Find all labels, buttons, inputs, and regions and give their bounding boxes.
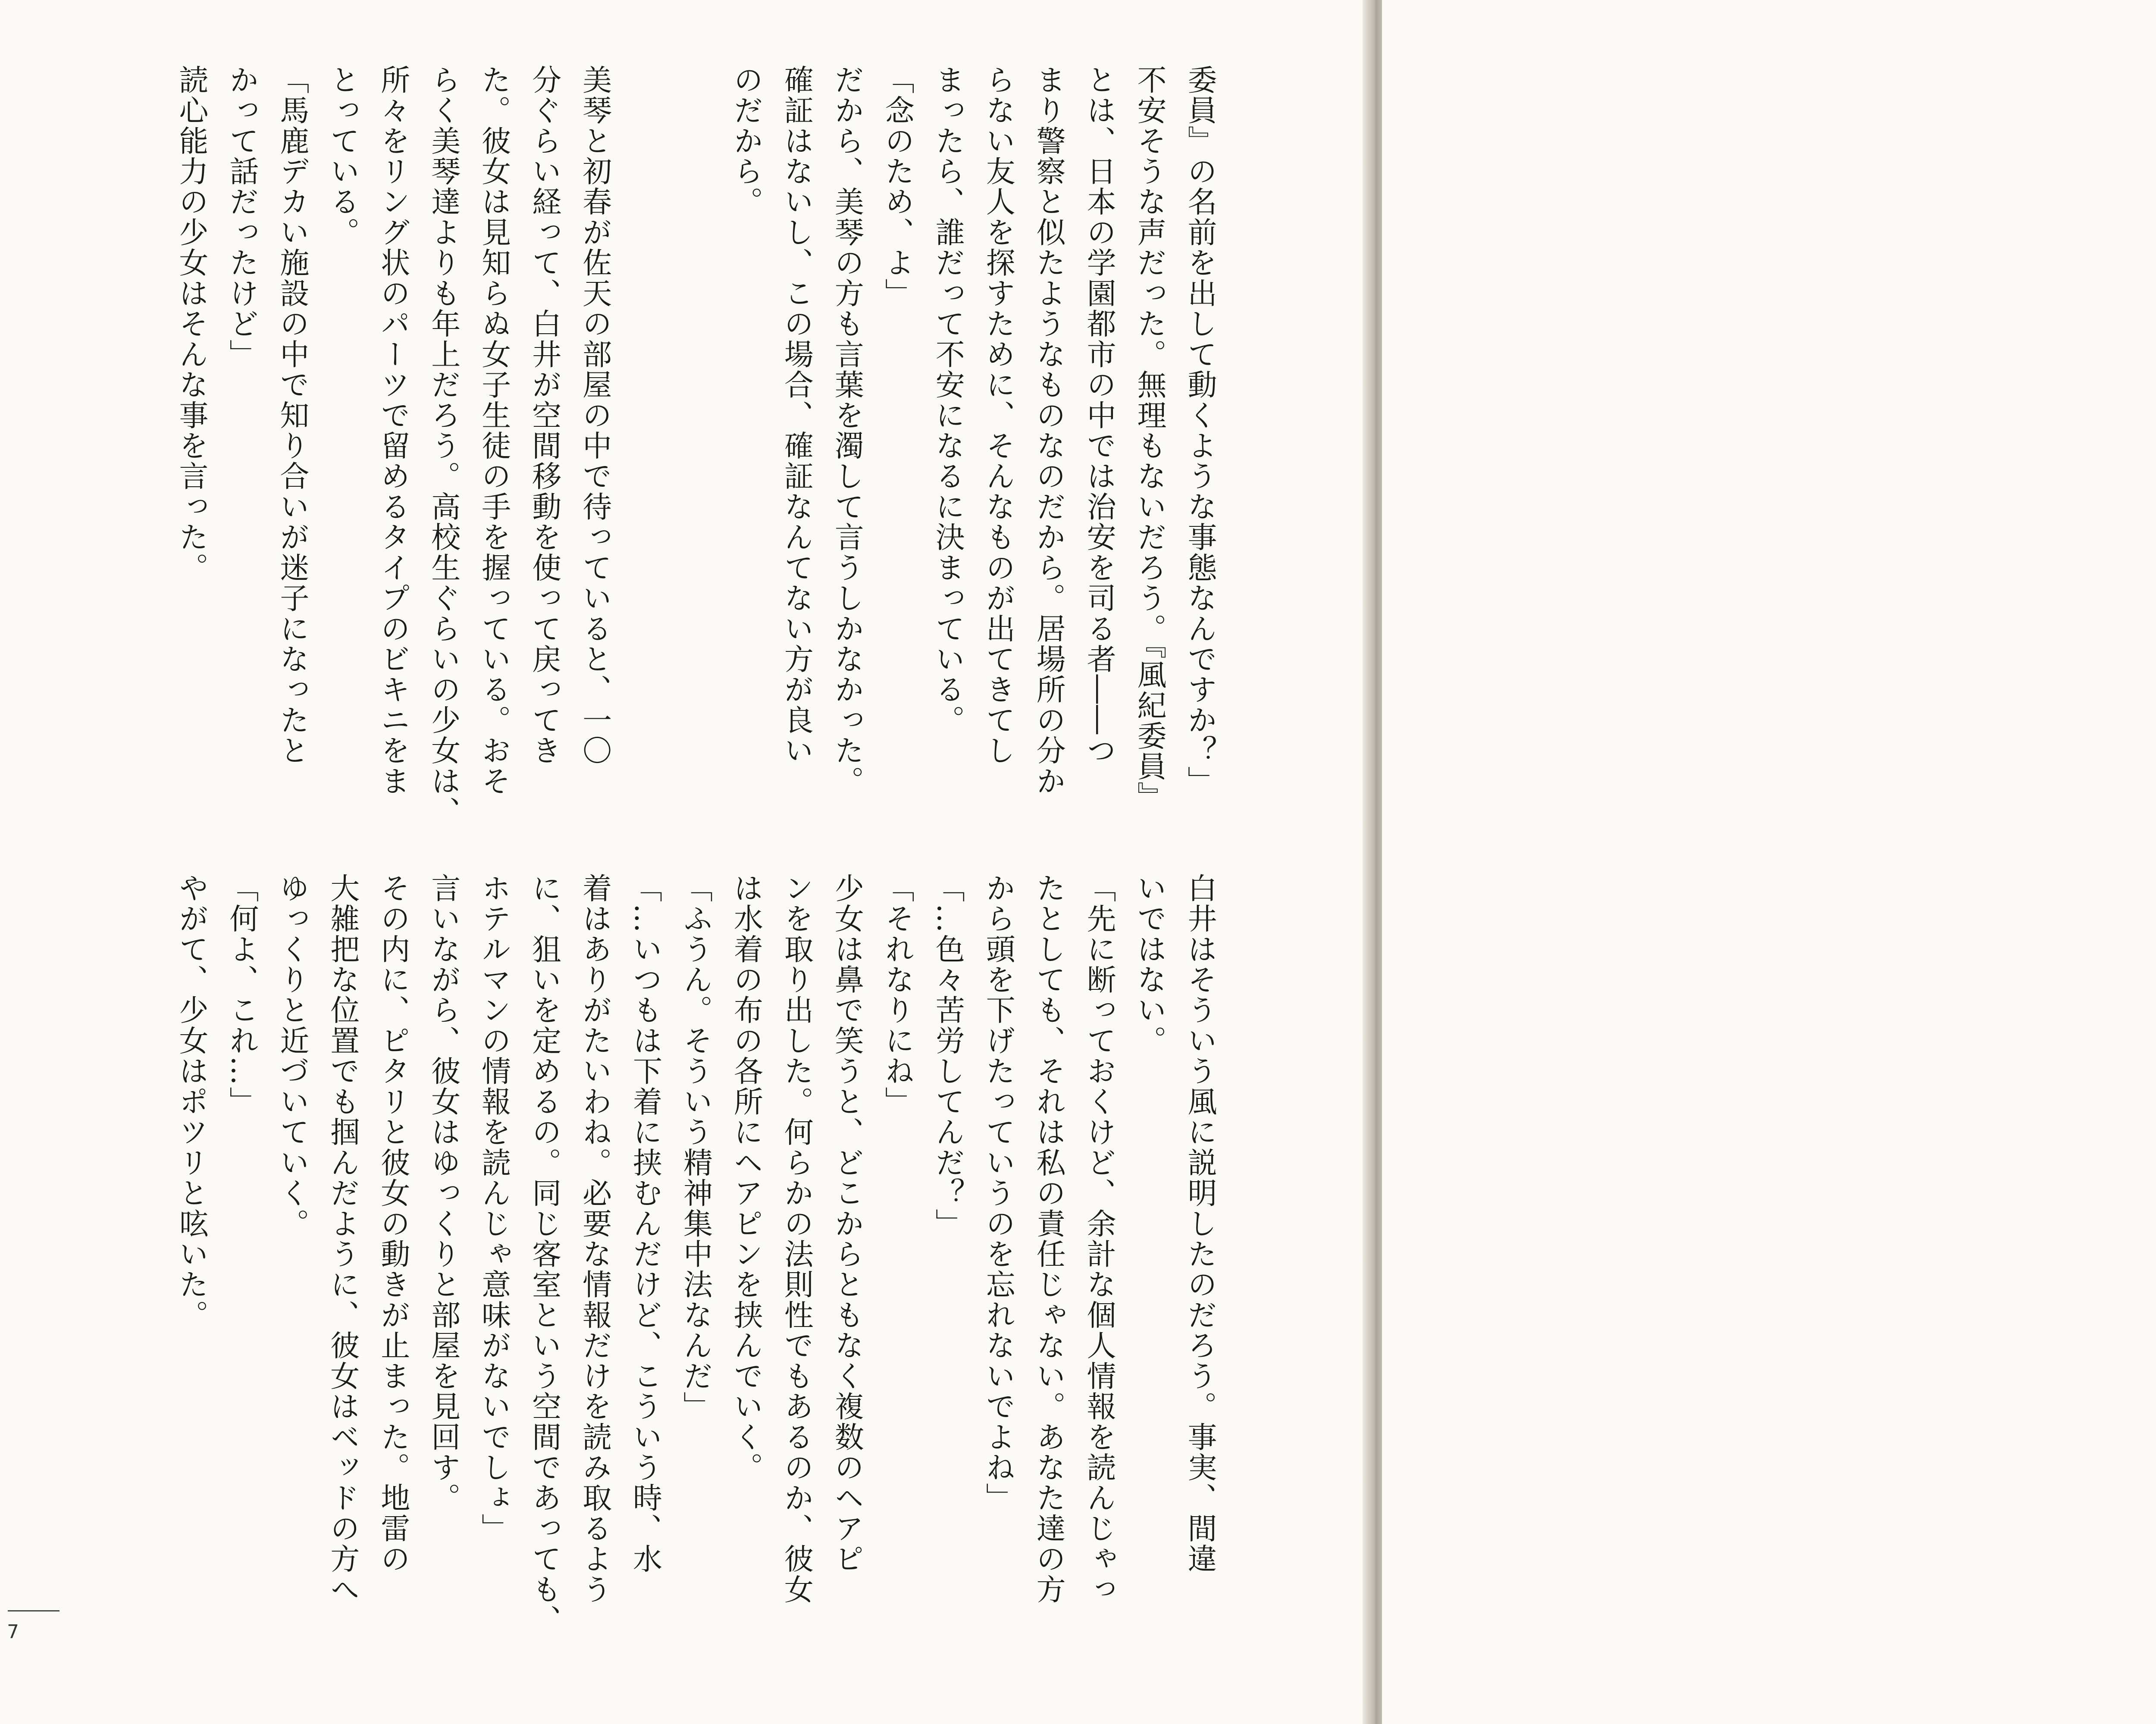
text-line: まり警察と似たようなものなのだから。居場所の分か <box>1031 65 1066 797</box>
text-line: 確証はないし、この場合、確証なんてない方が良い <box>779 65 814 766</box>
text-line: ゆっくりと近づいていく。 <box>275 873 309 1239</box>
text-line: 読心能力の少女はそんな事を言った。 <box>174 65 208 583</box>
text-line: 「…いつもは下着に挟むんだけど、こういう時、水 <box>628 873 662 1574</box>
text-line: まったら、誰だって不安になるに決まっている。 <box>931 65 965 735</box>
text-line: 「…色々苦労してんだ？」 <box>931 873 965 1239</box>
left-page-number: 7 <box>7 1621 19 1643</box>
text-line: に、狙いを定めるの。同じ客室という空間であっても、 <box>527 873 561 1635</box>
left-page-bottom-text <box>144 873 1225 1635</box>
text-line <box>670 65 721 806</box>
text-line: ンを取り出した。何らかの法則性でもあるのか、彼女 <box>779 873 814 1605</box>
text-line: から頭を下げたっていうのを忘れないでよね」 <box>981 873 1015 1514</box>
text-line: 委員』の名前を出して動くような事態なんですか？」 <box>1183 65 1217 797</box>
text-line: 「先に断っておくけど、余計な個人情報を読んじゃっ <box>1082 873 1116 1605</box>
text-line: ホテルマンの情報を読んじゃ意味がないでしょ」 <box>476 873 511 1544</box>
text-line: その内に、ピタリと彼女の動きが止まった。地雷の <box>376 873 410 1574</box>
text-line: とは、日本の学園都市の中では治安を司る者――つ <box>1082 65 1116 766</box>
text-line: 「何よ、これ…」 <box>224 873 259 1117</box>
text-line: のだから。 <box>729 65 763 217</box>
text-line: やがて、少女はポツリと呟いた。 <box>174 873 208 1330</box>
left-folio-rule <box>8 1610 60 1611</box>
text-line: 少女は鼻で笑うと、どこからともなく複数のヘアピ <box>830 873 864 1574</box>
text-line: とっている。 <box>325 65 360 248</box>
text-line: 分ぐらい経って、白井が空間移動を使って戻ってき <box>527 65 561 766</box>
text-line: らく美琴達よりも年上だろう。高校生ぐらいの少女は、 <box>426 65 461 827</box>
text-line: いではない。 <box>1132 873 1167 1056</box>
text-line <box>620 65 670 806</box>
text-line: 大雑把な位置でも掴んだように、彼女はベッドの方へ <box>325 873 360 1605</box>
text-line: は水着の布の各所にヘアピンを挟んでいく。 <box>729 873 763 1483</box>
text-line: 着はありがたいわね。必要な情報だけを読み取るよう <box>577 873 612 1605</box>
text-line: 言いながら、彼女はゆっくりと部屋を見回す。 <box>426 873 461 1514</box>
text-line: 「馬鹿デカい施設の中で知り合いが迷子になったと <box>275 65 309 766</box>
text-line: 「念のため、よ」 <box>880 65 915 309</box>
text-line: たとしても、それは私の責任じゃない。あなた達の方 <box>1031 873 1066 1605</box>
text-line: だから、美琴の方も言葉を濁して言うしかなかった。 <box>830 65 864 797</box>
text-line: 白井はそういう風に説明したのだろう。事実、間違 <box>1183 873 1217 1574</box>
text-line: かって話だったけど」 <box>224 65 259 370</box>
text-line: た。彼女は見知らぬ女子生徒の手を握っている。おそ <box>476 65 511 797</box>
right-page <box>1382 0 2156 1724</box>
text-line: 美琴と初春が佐天の部屋の中で待っていると、一〇 <box>577 65 612 766</box>
text-line: 所々をリング状のパーツで留めるタイプのビキニをま <box>376 65 410 797</box>
text-line: らない友人を探すために、そんなものが出てきてし <box>981 65 1015 766</box>
text-line: 不安そうな声だった。無理もないだろう。『風紀委員』 <box>1132 65 1167 812</box>
left-page-top-text <box>144 65 1225 827</box>
text-line: 「それなりにね」 <box>880 873 915 1117</box>
text-line: 「ふうん。そういう精神集中法なんだ」 <box>678 873 713 1422</box>
